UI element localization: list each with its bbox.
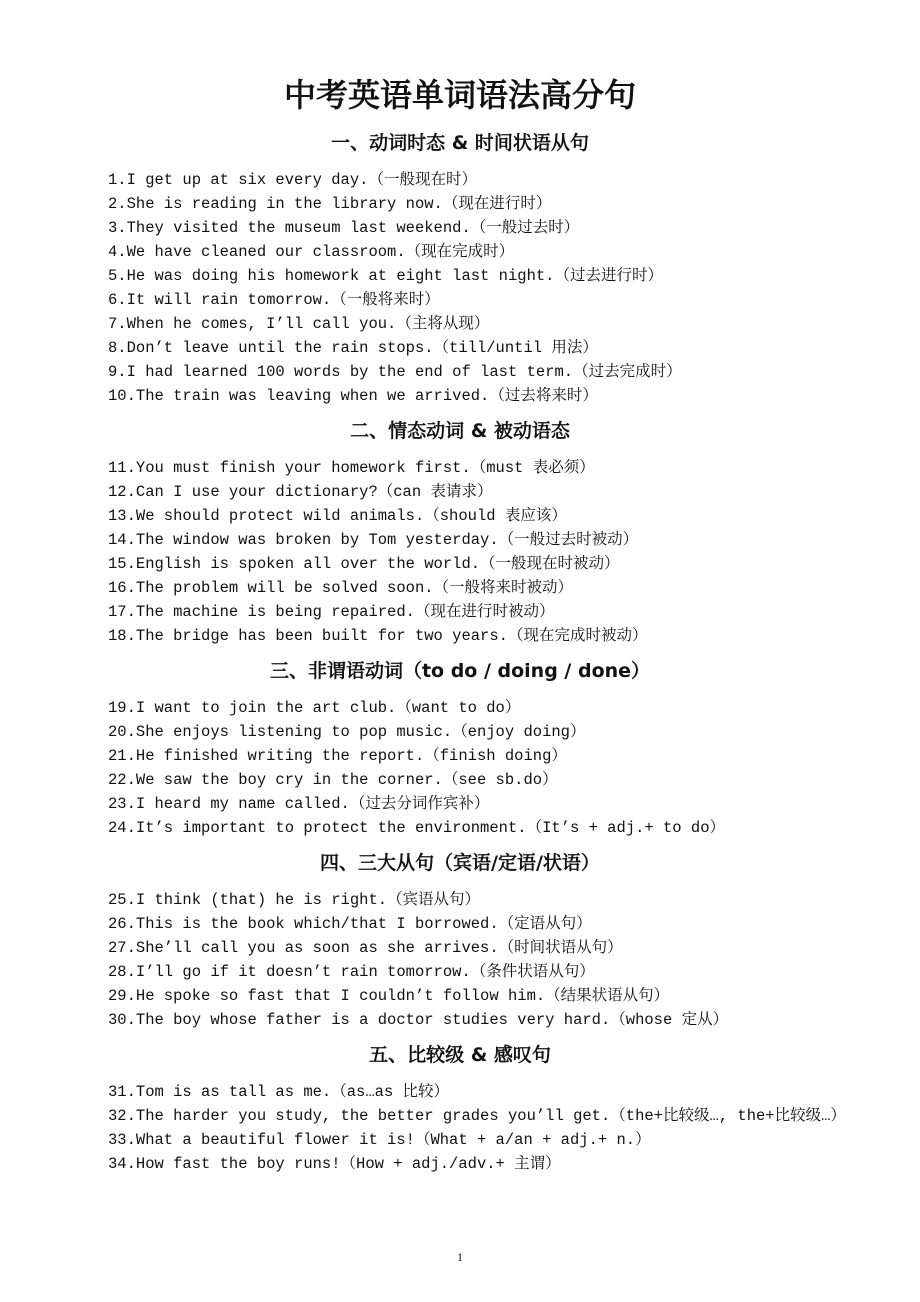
sentence-item: 14.The window was broken by Tom yesterday.（一般过去时被动） <box>108 531 639 549</box>
sentence-item: 16.The problem will be solved soon.（一般将来时被动） <box>108 579 574 597</box>
sentence-item: 23.I heard my name called.（过去分词作宾补） <box>108 795 490 813</box>
sentence-item: 5.He was doing his homework at eight last night.（过去进行时） <box>108 267 663 285</box>
sentence-item: 13.We should protect wild animals.（should 表应该） <box>108 507 567 525</box>
section-heading: 一、动词时态 & 时间状语从句 <box>331 132 589 154</box>
sentence-item: 8.Don’t leave until the rain stops.（till/until 用法） <box>108 339 598 357</box>
sentence-item: 18.The bridge has been built for two years.（现在完成时被动） <box>108 627 648 645</box>
sentence-item: 25.I think (that) he is right.（宾语从句） <box>108 891 481 909</box>
sentence-item: 22.We saw the boy cry in the corner.（see sb.do） <box>108 771 558 789</box>
sentence-item: 11.You must finish your homework first.（must 表必须） <box>108 459 595 477</box>
sentence-item: 12.Can I use your dictionary?（can 表请求） <box>108 483 493 501</box>
section <box>70 656 850 840</box>
sentence-item: 30.The boy whose father is a doctor studies very hard.（whose 定从） <box>108 1011 729 1029</box>
sentence-item: 20.She enjoys listening to pop music.（enjoy doing） <box>108 723 586 741</box>
section-heading: 四、三大从句（宾语/定语/状语） <box>320 852 600 874</box>
sentence-item: 10.The train was leaving when we arrived.（过去将来时） <box>108 387 598 405</box>
section <box>70 1040 850 1176</box>
sentence-item: 32.The harder you study, the better grades you’ll get.（the+比较级…, the+比较级…） <box>108 1107 846 1125</box>
sentence-item: 3.They visited the museum last weekend.（一般过去时） <box>108 219 580 237</box>
section-heading: 三、非谓语动词（to do / doing / done） <box>269 660 651 682</box>
sentence-item: 17.The machine is being repaired.（现在进行时被动） <box>108 603 555 621</box>
sentence-item: 4.We have cleaned our classroom.（现在完成时） <box>108 243 515 261</box>
section-heading: 二、情态动词 & 被动语态 <box>350 420 570 442</box>
sentence-item: 1.I get up at six every day.（一般现在时） <box>108 171 477 189</box>
sentence-item: 31.Tom is as tall as me.（as…as 比较） <box>108 1083 450 1101</box>
sentence-item: 9.I had learned 100 words by the end of last term.（过去完成时） <box>108 363 682 381</box>
sentence-item: 2.She is reading in the library now.（现在进行时） <box>108 195 552 213</box>
sentence-item: 24.It’s important to protect the environment.（It’s + adj.+ to do） <box>108 819 725 837</box>
page-number: 1 <box>457 1250 463 1264</box>
document-body <box>70 128 850 1176</box>
section <box>70 848 850 1032</box>
sentence-item: 28.I’ll go if it doesn’t rain tomorrow.（条件状语从句） <box>108 963 595 981</box>
sentence-item: 7.When he comes, I’ll call you.（主将从现） <box>108 315 490 333</box>
section-heading: 五、比较级 & 感叹句 <box>369 1044 551 1066</box>
sentence-item: 15.English is spoken all over the world.（一般现在时被动） <box>108 555 620 573</box>
sentence-item: 26.This is the book which/that I borrowed.（定语从句） <box>108 915 592 933</box>
sentence-item: 29.He spoke so fast that I couldn’t follow him.（结果状语从句） <box>108 987 670 1005</box>
sentence-item: 19.I want to join the art club.（want to do） <box>108 699 521 717</box>
sentence-item: 6.It will rain tomorrow.（一般将来时） <box>108 291 440 309</box>
sentence-item: 21.He finished writing the report.（finish doing） <box>108 747 567 765</box>
sentence-item: 33.What a beautiful flower it is!（What + a/an + adj.+ n.） <box>108 1131 651 1149</box>
sentence-item: 27.She’ll call you as soon as she arrives.（时间状语从句） <box>108 939 623 957</box>
section <box>70 128 850 408</box>
section <box>70 416 850 648</box>
document-title: 中考英语单词语法高分句 <box>283 76 636 114</box>
sentence-item: 34.How fast the boy runs!（How + adj./adv.+ 主谓） <box>108 1155 561 1173</box>
